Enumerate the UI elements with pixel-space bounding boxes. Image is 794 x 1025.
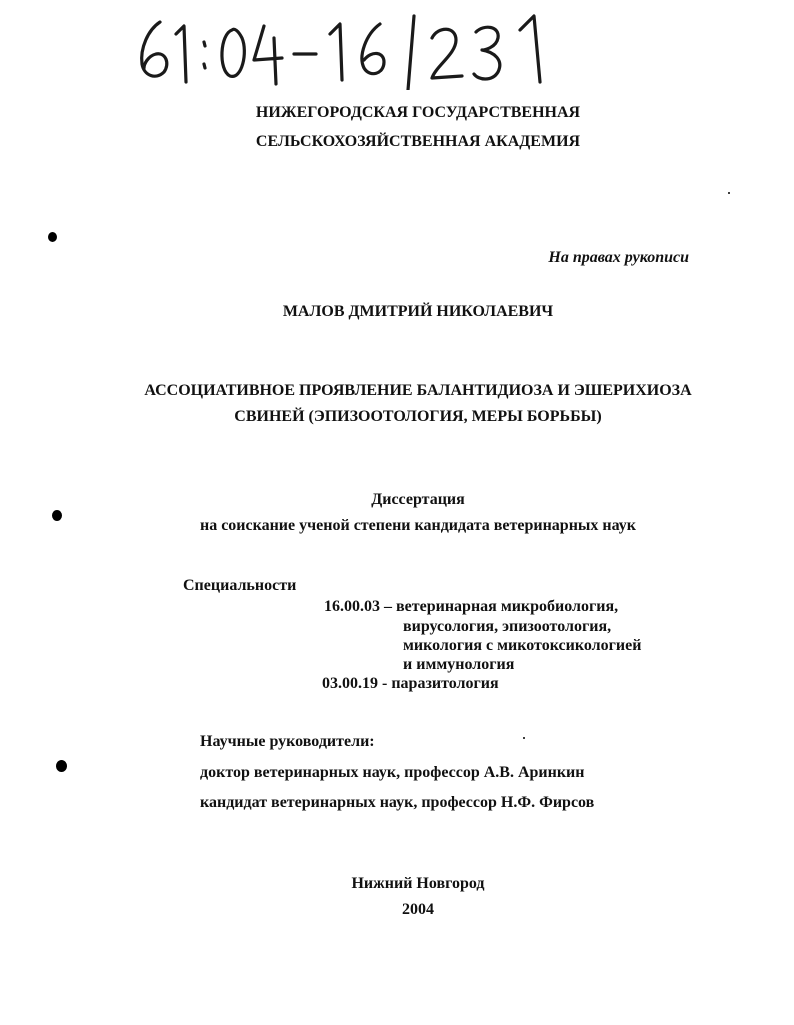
manuscript-note: На правах рукописи xyxy=(548,249,689,266)
scan-speck xyxy=(728,192,730,194)
scan-speck xyxy=(56,760,67,772)
author-name: МАЛОВ ДМИТРИЙ НИКОЛАЕВИЧ xyxy=(282,303,554,320)
handwritten-archive-code xyxy=(132,4,562,90)
specialty-line: 16.00.03 – ветеринарная микробиология, xyxy=(324,598,619,615)
specialty-line: микология с микотоксикологией xyxy=(403,637,642,654)
year: 2004 xyxy=(402,901,434,918)
supervisor-name: доктор ветеринарных наук, профессор А.В. Аринкин xyxy=(200,764,585,781)
work-type-purpose: на соискание ученой степени кандидата ветеринарных наук xyxy=(199,517,637,534)
specialty-line: 03.00.19 - паразитология xyxy=(322,675,499,692)
specialty-line: вирусология, эпизоотология, xyxy=(403,618,612,635)
institution-line-2: СЕЛЬСКОХОЗЯЙСТВЕННАЯ АКАДЕМИЯ xyxy=(255,133,581,150)
scan-speck xyxy=(48,232,57,242)
scan-speck xyxy=(52,510,62,521)
supervisor-name: кандидат ветеринарных наук, профессор Н.Ф. Фирсов xyxy=(200,794,595,811)
work-type-label: Диссертация xyxy=(371,491,465,508)
dissertation-title-line-1: АССОЦИАТИВНОЕ ПРОЯВЛЕНИЕ БАЛАНТИДИОЗА И ЭШЕРИХИОЗА xyxy=(144,382,692,399)
scan-speck xyxy=(523,737,525,739)
place: Нижний Новгород xyxy=(351,875,485,892)
institution-line-1: НИЖЕГОРОДСКАЯ ГОСУДАРСТВЕННАЯ xyxy=(255,104,581,121)
supervisors-label: Научные руководители: xyxy=(200,733,375,750)
specialties-label: Специальности xyxy=(183,577,297,594)
dissertation-title-line-2: СВИНЕЙ (ЭПИЗООТОЛОГИЯ, МЕРЫ БОРЬБЫ) xyxy=(234,408,602,425)
specialty-line: и иммунология xyxy=(403,656,515,673)
